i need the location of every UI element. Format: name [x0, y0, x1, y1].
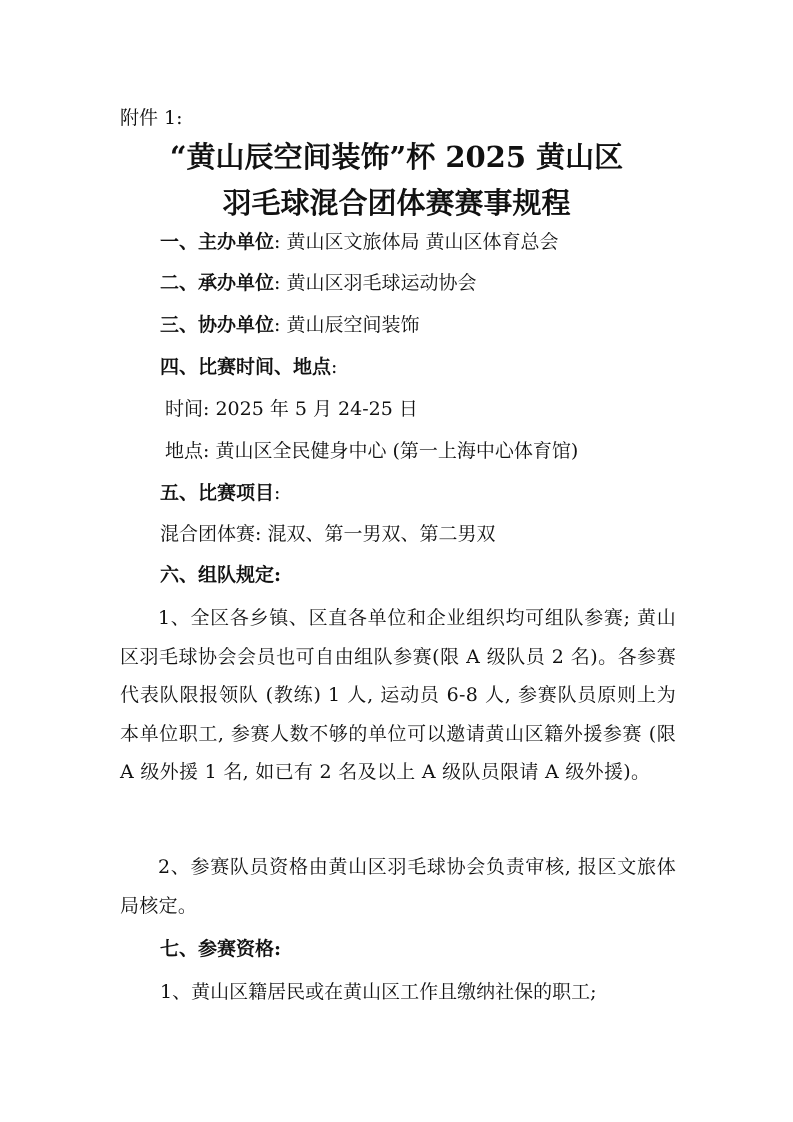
section-events	[160, 481, 280, 505]
section-eligibility-label: 七、参赛资格:	[160, 938, 282, 960]
section-co-organizer-value: : 黄山辰空间装饰	[274, 314, 420, 336]
events-content: 混合团体赛: 混双、第一男双、第二男双	[160, 523, 496, 545]
section-time-place	[160, 355, 337, 379]
section-undertaker-label: 二、承办单位	[160, 272, 275, 294]
section-undertaker	[160, 271, 476, 295]
section-organizer	[160, 230, 559, 254]
section-organizer-value: : 黄山区文旅体局 黄山区体育总会	[274, 231, 559, 253]
team-rules-paragraph-2: 2、参赛队员资格由黄山区羽毛球协会负责审核, 报区文旅体局核定。	[120, 856, 676, 917]
document-title-line-1: “黄山辰空间装饰”杯 2025 黄山区	[169, 140, 624, 174]
section-co-organizer-label: 三、协办单位	[160, 314, 275, 336]
match-place: 地点: 黄山区全民健身中心 (第一上海中心体育馆)	[165, 440, 579, 462]
section-events-label: 五、比赛项目	[160, 482, 275, 504]
section-co-organizer	[160, 313, 419, 337]
section-events-colon: :	[274, 482, 281, 504]
attachment-label: 附件 1:	[120, 107, 183, 129]
section-organizer-label: 一、主办单位	[160, 231, 275, 253]
eligibility-paragraph-1: 1、黄山区籍居民或在黄山区工作且缴纳社保的职工;	[160, 981, 597, 1003]
section-time-place-colon: :	[331, 356, 338, 378]
team-rules-paragraph-1: 1、全区各乡镇、区直各单位和企业组织均可组队参赛; 黄山区羽毛球协会会员也可自由组队参赛(限 A 级队员 2 名)。各参赛代表队限报领队 (教练) 1 人, 运动员 6-8 人, 参赛队员原则上为本单位职工, 参赛人数不够的单位可以邀请黄山区籍外援参赛 (限 A 级外援 1 名, 如已有 2 名及以上 A 级队员限请 A 级外援)。	[120, 607, 676, 783]
section-undertaker-value: : 黄山区羽毛球运动协会	[274, 272, 477, 294]
document-title-line-2: 羽毛球混合团体赛赛事规程	[222, 186, 571, 220]
match-time: 时间: 2025 年 5 月 24-25 日	[165, 398, 418, 420]
section-team-rules-label: 六、组队规定:	[160, 564, 282, 586]
section-time-place-label: 四、比赛时间、地点	[160, 356, 332, 378]
